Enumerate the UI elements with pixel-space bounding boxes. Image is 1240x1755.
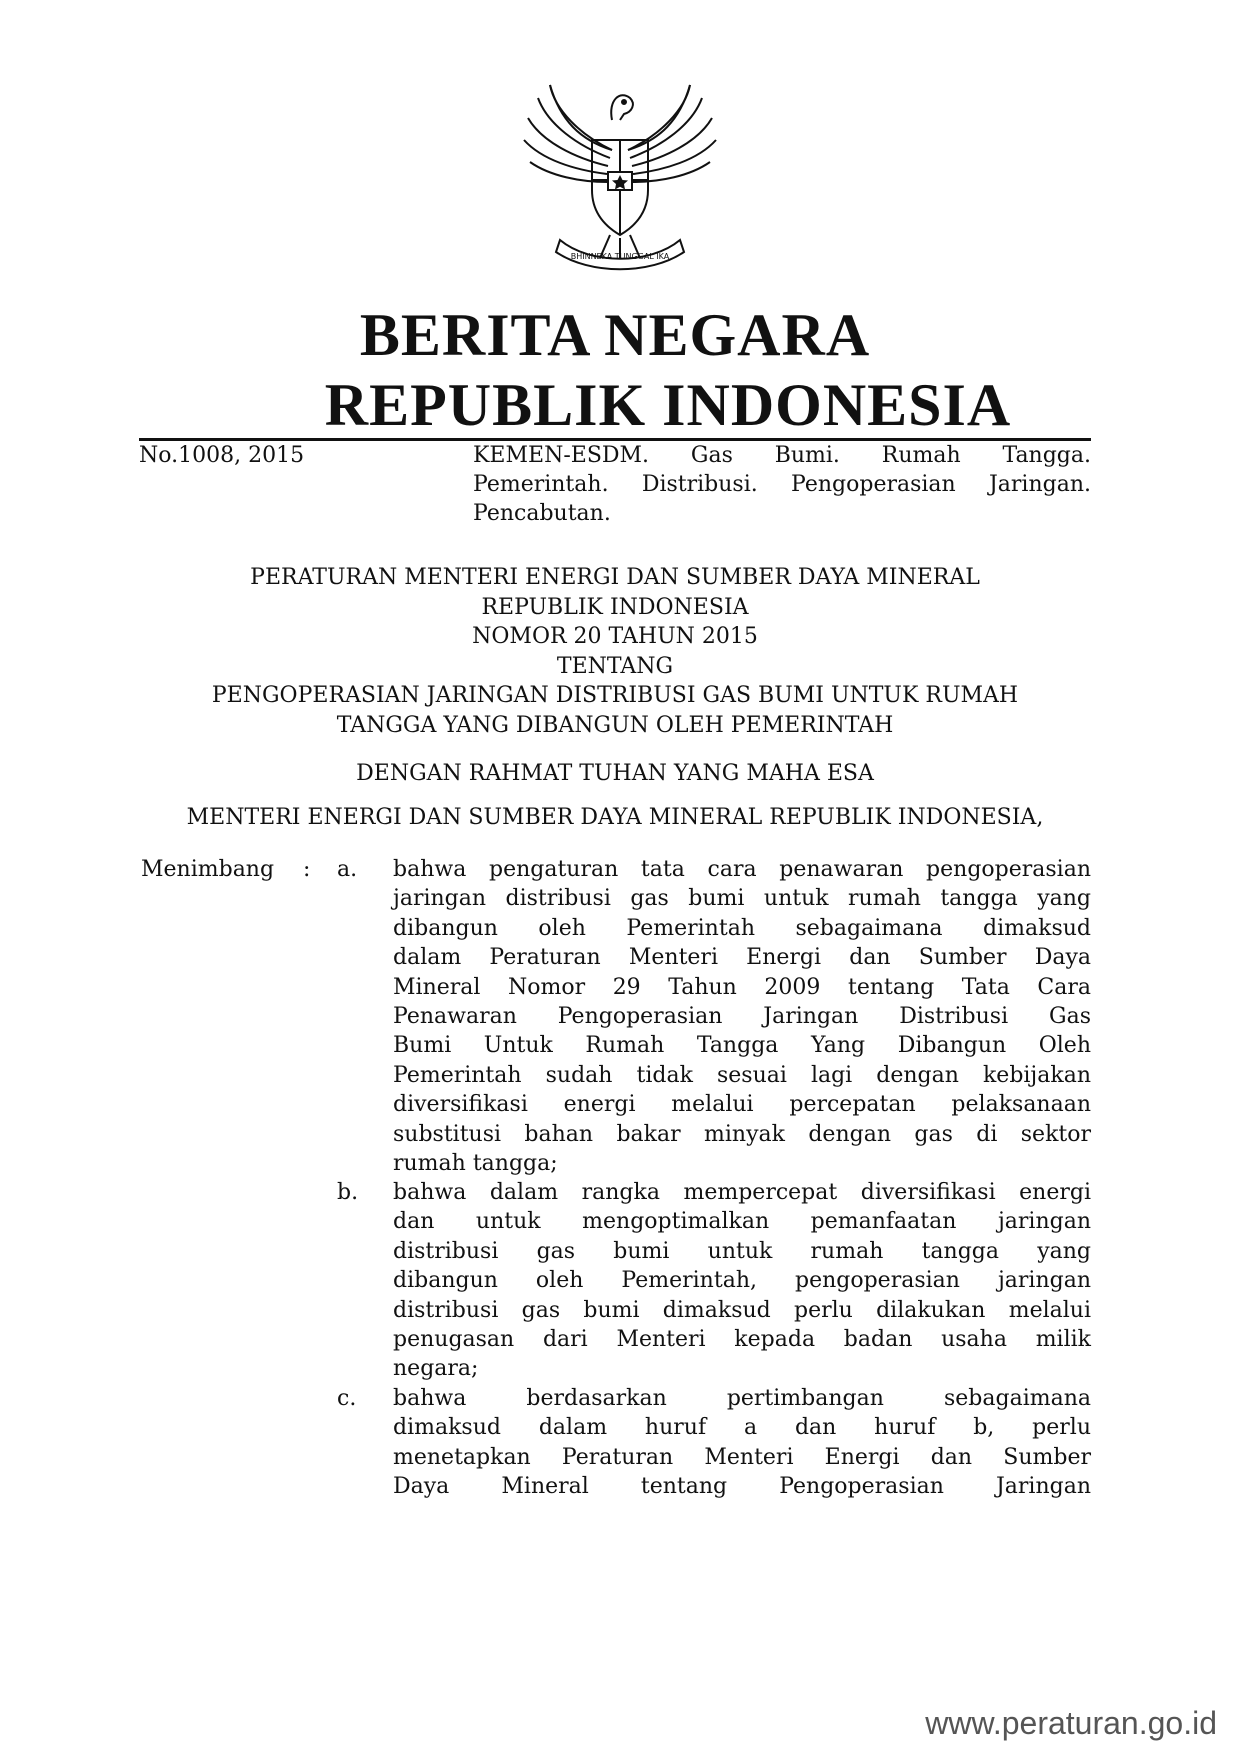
item-a-line: Penawaran Pengoperasian Jaringan Distribusi Gas: [393, 1004, 1091, 1030]
item-b-line: negara;: [393, 1356, 479, 1382]
item-b-line: penugasan dari Menteri kepada badan usaha milik: [393, 1327, 1091, 1353]
subject-line-2: Pemerintah. Distribusi. Pengoperasian Jaringan.: [473, 472, 1091, 497]
item-b-line: bahwa dalam rangka mempercepat diversifikasi energi: [393, 1180, 1091, 1205]
item-a-line: dalam Peraturan Menteri Energi dan Sumber Daya: [393, 945, 1091, 971]
item-letter-b: b.: [337, 1180, 359, 1205]
item-a-line: Pemerintah sudah tidak sesuai lagi dengan kebijakan: [393, 1062, 1091, 1088]
title-line: PENGOPERASIAN JARINGAN DISTRIBUSI GAS BUMI UNTUK RUMAH: [211, 683, 1019, 708]
item-a-line: bahwa pengaturan tata cara penawaran pengoperasian: [393, 857, 1091, 882]
title-line: NOMOR 20 TAHUN 2015: [472, 624, 758, 649]
masthead-line-1: BERITA NEGARA: [359, 302, 871, 368]
item-a-line: dibangun oleh Pemerintah sebagaimana dimaksud: [393, 915, 1091, 941]
item-letter-a: a.: [337, 857, 358, 882]
title-line: REPUBLIK INDONESIA: [481, 594, 749, 620]
item-c-line: menetapkan Peraturan Menteri Energi dan Sumber: [393, 1444, 1091, 1470]
regulation-title: [139, 563, 1091, 740]
website-watermark: www.peraturan.go.id: [925, 1705, 1217, 1741]
considering-colon: :: [303, 857, 311, 882]
subject-line-1: KEMEN-ESDM. Gas Bumi. Rumah Tangga.: [473, 443, 1091, 468]
garuda-emblem: [520, 80, 720, 275]
item-a-line: rumah tangga;: [393, 1151, 558, 1177]
item-b-line: distribusi gas bumi untuk rumah tangga yang: [393, 1238, 1091, 1264]
masthead-line-2: REPUBLIK INDONESIA: [324, 372, 1012, 438]
considering-label: Menimbang: [141, 857, 275, 882]
item-b-line: distribusi gas bumi dimaksud perlu dilakukan melalui: [393, 1297, 1091, 1323]
item-b-text: [393, 1178, 1091, 1384]
svg-text:BHINNEKA TUNGGAL IKA: BHINNEKA TUNGGAL IKA: [570, 252, 670, 261]
item-a-line: diversifikasi energi melalui percepatan pelaksanaan: [393, 1092, 1091, 1118]
item-c-line: dimaksud dalam huruf a dan huruf b, perlu: [393, 1415, 1091, 1441]
item-a-line: Mineral Nomor 29 Tahun 2009 tentang Tata Cara: [393, 974, 1091, 1000]
item-a-line: jaringan distribusi gas bumi untuk rumah tangga yang: [393, 886, 1091, 912]
item-a-text: [393, 855, 1091, 1178]
title-line: TENTANG: [556, 653, 674, 679]
invocation: DENGAN RAHMAT TUHAN YANG MAHA ESA: [356, 761, 874, 786]
gazette-number: No.1008, 2015: [139, 443, 305, 468]
item-b-line: dibangun oleh Pemerintah, pengoperasian jaringan: [393, 1268, 1091, 1294]
title-line: TANGGA YANG DIBANGUN OLEH PEMERINTAH: [336, 712, 894, 738]
item-c-line: Daya Mineral tentang Pengoperasian Jaringan: [393, 1474, 1091, 1500]
item-c-line: bahwa berdasarkan pertimbangan sebagaimana: [393, 1386, 1091, 1411]
subject-line-3: Pencabutan.: [473, 501, 611, 526]
item-b-line: dan untuk mengoptimalkan pemanfaatan jaringan: [393, 1209, 1091, 1235]
item-c-text: [393, 1384, 1091, 1502]
title-line: PERATURAN MENTERI ENERGI DAN SUMBER DAYA MINERAL: [250, 565, 980, 590]
item-letter-c: c.: [337, 1386, 357, 1411]
issuer: MENTERI ENERGI DAN SUMBER DAYA MINERAL REPUBLIK INDONESIA,: [186, 805, 1044, 830]
item-a-line: substitusi bahan bakar minyak dengan gas di sektor: [393, 1121, 1091, 1147]
item-a-line: Bumi Untuk Rumah Tangga Yang Dibangun Oleh: [393, 1033, 1091, 1059]
